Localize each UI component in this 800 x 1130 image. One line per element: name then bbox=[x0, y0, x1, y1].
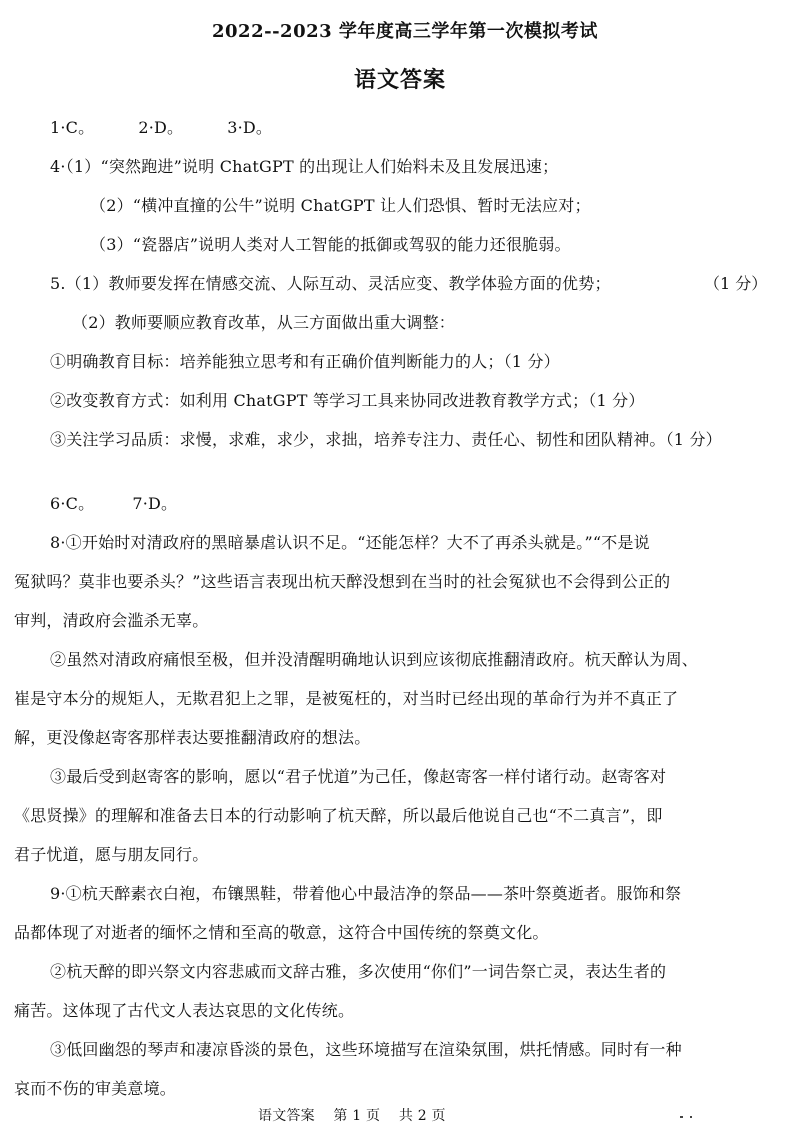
scan-mark bbox=[680, 1116, 683, 1118]
q9-p2-line-2: 痛苦。这体现了古代文人表达哀思的文化传统。 bbox=[14, 1001, 355, 1020]
q8-p1-line-2: 冤狱吗？莫非也要杀头？”这些语言表现出杭天醉没想到在当时的社会冤狱也不会得到公正的 bbox=[14, 572, 671, 591]
answer-1: 1·C。 bbox=[50, 118, 95, 137]
q8-p1-line-3: 审判，清政府会滥杀无辜。 bbox=[14, 611, 209, 630]
q5-line-4: ②改变教育方式：如利用 ChatGPT 等学习工具来协同改进教育教学方式；（1 分） bbox=[50, 391, 645, 410]
q5-line-3: ①明确教育目标：培养能独立思考和有正确价值判断能力的人；（1 分） bbox=[50, 352, 560, 371]
q8-p3-line-2: 《思贤操》的理解和准备去日本的行动影响了杭天醉，所以最后他说自己也“不二真言”，即 bbox=[14, 806, 663, 825]
answer-6: 6·C。 bbox=[50, 494, 95, 513]
footer-page-total: 共 2 页 bbox=[398, 1108, 446, 1124]
q5-line-1-score: （1 分） bbox=[704, 274, 768, 293]
q8-p2-line-1: ②虽然对清政府痛恨至极，但并没清醒明确地认识到应该彻底推翻清政府。杭天醉认为周、 bbox=[50, 650, 699, 669]
document-title: 语文答案 bbox=[354, 67, 447, 93]
q8-p2-line-2: 崔是守本分的规矩人，无欺君犯上之罪，是被冤枉的，对当时已经出现的革命行为并不真正了 bbox=[14, 689, 679, 708]
answer-2: 2·D。 bbox=[138, 118, 184, 137]
answer-3: 3·D。 bbox=[227, 118, 273, 137]
q4-line-1: 4·（1）“突然跑进”说明 ChatGPT 的出现让人们始料未及且发展迅速； bbox=[50, 157, 559, 176]
q4-line-3: （3）“瓷器店”说明人类对人工智能的抵御或驾驭的能力还很脆弱。 bbox=[90, 235, 571, 254]
q8-p3-line-1: ③最后受到赵寄客的影响，愿以“君子忧道”为己任，像赵寄客一样付诸行动。赵寄客对 bbox=[50, 767, 667, 786]
q8-p1-line-1: 8·①开始时对清政府的黑暗暴虐认识不足。“还能怎样？大不了再杀头就是。”“不是说 bbox=[50, 533, 650, 552]
scan-mark bbox=[690, 1116, 692, 1118]
q8-p3-line-3: 君子忧道，愿与朋友同行。 bbox=[14, 845, 209, 864]
answers-1-3 bbox=[50, 118, 272, 138]
q5-line-1: 5.（1）教师要发挥在情感交流、人际互动、灵活应变、教学体验方面的优势； bbox=[50, 274, 611, 293]
q5-line-5: ③关注学习品质：求慢，求难，求少，求拙，培养专注力、责任心、韧性和团队精神。（1 分） bbox=[50, 430, 722, 449]
q8-p2-line-3: 解，更没像赵寄客那样表达要推翻清政府的想法。 bbox=[14, 728, 371, 747]
footer-subject: 语文答案 bbox=[258, 1108, 315, 1124]
q9-p1-line-2: 品都体现了对逝者的缅怀之情和至高的敬意，这符合中国传统的祭奠文化。 bbox=[14, 923, 549, 942]
answer-7: 7·D。 bbox=[132, 494, 178, 513]
q9-p3-line-2: 哀而不伤的审美意境。 bbox=[14, 1079, 177, 1098]
answers-6-7 bbox=[50, 494, 177, 514]
q9-p2-line-1: ②杭天醉的即兴祭文内容悲戚而文辞古雅，多次使用“你们”一词告祭亡灵，表达生者的 bbox=[50, 962, 667, 981]
footer-page-number: 第 1 页 bbox=[333, 1108, 381, 1124]
q4-line-2: （2）“横冲直撞的公牛”说明 ChatGPT 让人们恐惧、暂时无法应对； bbox=[90, 196, 591, 215]
q5-line-2: （2）教师要顺应教育改革，从三方面做出重大调整： bbox=[72, 313, 455, 332]
page-footer bbox=[258, 1106, 446, 1126]
q9-p1-line-1: 9·①杭天醉素衣白袍，布镶黑鞋，带着他心中最洁净的祭品——茶叶祭奠逝者。服饰和祭 bbox=[50, 884, 682, 903]
q9-p3-line-1: ③低回幽怨的琴声和凄凉昏淡的景色，这些环境描写在渲染氛围，烘托情感。同时有一种 bbox=[50, 1040, 682, 1059]
exam-title: 2022--2023 学年度高三学年第一次模拟考试 bbox=[212, 21, 598, 42]
